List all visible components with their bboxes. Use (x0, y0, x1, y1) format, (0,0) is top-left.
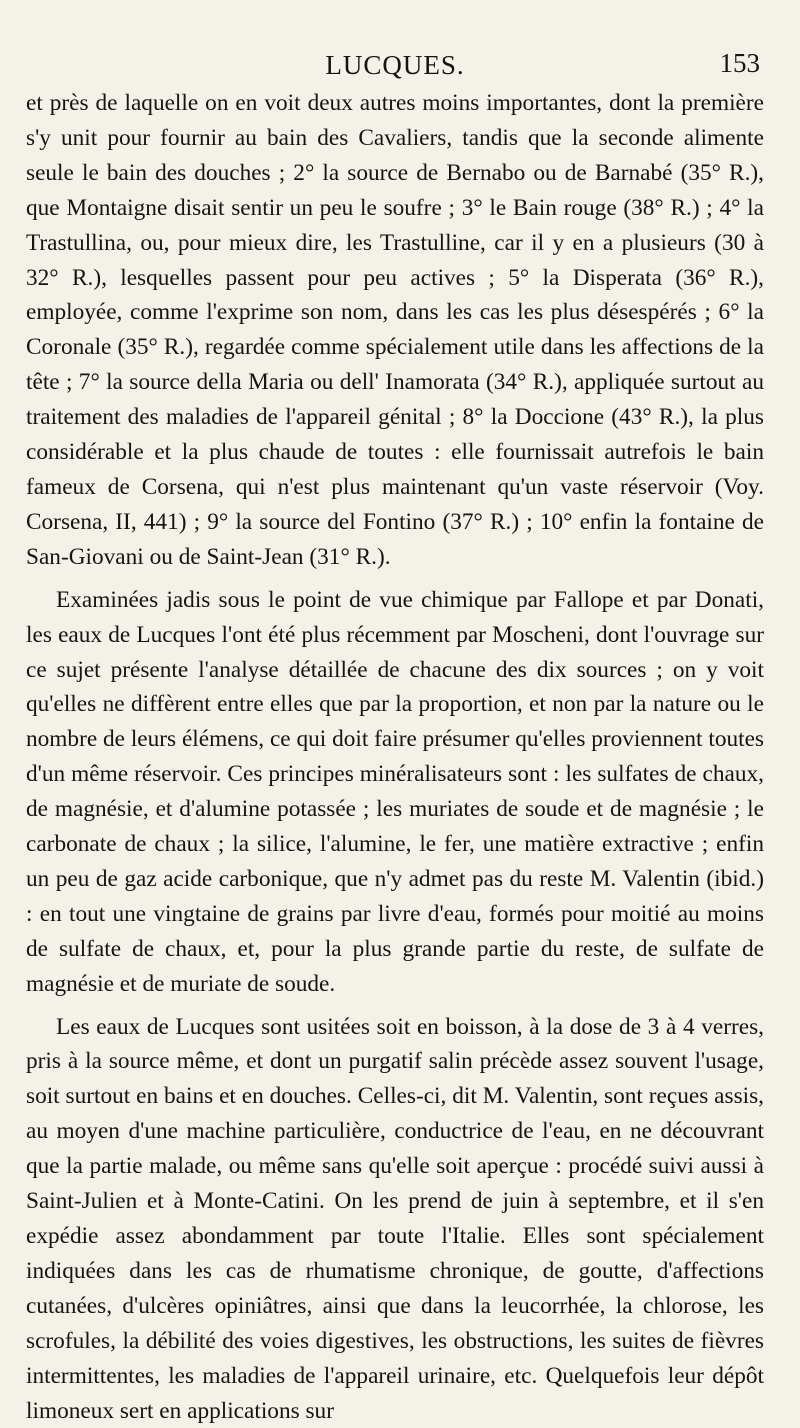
page-header (26, 46, 764, 86)
paragraph: Examinées jadis sous le point de vue chimique par Fallope et par Donati, les eaux de Lucques l'ont été plus récemment par Moscheni, dont l'ouvrage sur ce sujet présente l'analyse détaillée de chacune des dix sources ; on y voit qu'elles ne diffèrent entre elles que par la proportion, et non par la nature ou le nombre de leurs élémens, ce qui doit faire présumer qu'elles proviennent toutes d'un même réservoir. Ces principes minéralisateurs sont : les sulfates de chaux, de magnésie, et d'alumine potassée ; les muriates de soude et de magnésie ; le carbonate de chaux ; la silice, l'alumine, le fer, une matière extractive ; enfin un peu de gaz acide carbonique, que n'y admet pas du reste M. Valentin (ibid.) : en tout une vingtaine de grains par livre d'eau, formés pour moitié au moins de sulfate de chaux, et, pour la plus grande partie du reste, de sulfate de magnésie et de muriate de soude. (26, 586, 764, 997)
paragraph: Les eaux de Lucques sont usitées soit en boisson, à la dose de 3 à 4 verres, pris à la source même, et dont un purgatif salin précède assez souvent l'usage, soit surtout en bains et en douches. Celles-ci, dit M. Valentin, sont reçues assis, au moyen d'une machine particulière, conductrice de l'eau, en ne découvrant que la partie malade, ou même sans qu'elle soit aperçue : procédé suivi aussi à Saint-Julien et à Monte-Catini. On les prend de juin à septembre, et il s'en expédie assez abondamment par toute l'Italie. Elles sont spécialement indiquées dans les cas de rhumatisme chronique, de goutte, d'affections cutanées, d'ulcères opiniâtres, ainsi que dans la leucorrhée, la chlorose, les scrofules, la débilité des voies digestives, les obstructions, les suites de fièvres intermittentes, les maladies de l'appareil urinaire, etc. Quelquefois leur dépôt limoneux sert en applications sur (26, 1013, 764, 1424)
page-number: 153 (719, 48, 760, 78)
running-title: LUCQUES. (325, 50, 465, 80)
body-text (26, 86, 764, 1428)
paragraph: et près de laquelle on en voit deux autres moins importantes, dont la première s'y unit pour fournir au bain des Cavaliers, tandis que la seconde alimente seule le bain des douches ; 2° la source de Bernabo ou de Barnabé (35° R.), que Montaigne disait sentir un peu le soufre ; 3° le Bain rouge (38° R.) ; 4° la Trastullina, ou, pour mieux dire, les Trastulline, car il y en a plusieurs (30 à 32° R.), lesquelles passent pour peu actives ; 5° la Disperata (36° R.), employée, comme l'exprime son nom, dans les cas les plus désespérés ; 6° la Coronale (35° R.), regardée comme spécialement utile dans les affections de la tête ; 7° la source della Maria ou dell' Inamorata (34° R.), appliquée surtout au traitement des maladies de l'appareil génital ; 8° la Doccione (43° R.), la plus considérable et la plus chaude de toutes : elle fournissait autrefois le bain fameux de Corsena, qui n'est plus maintenant qu'un vaste réservoir (Voy. Corsena, II, 441) ; 9° la source del Fontino (37° R.) ; 10° enfin la fontaine de San-Giovani ou de Saint-Jean (31° R.). (26, 90, 764, 570)
